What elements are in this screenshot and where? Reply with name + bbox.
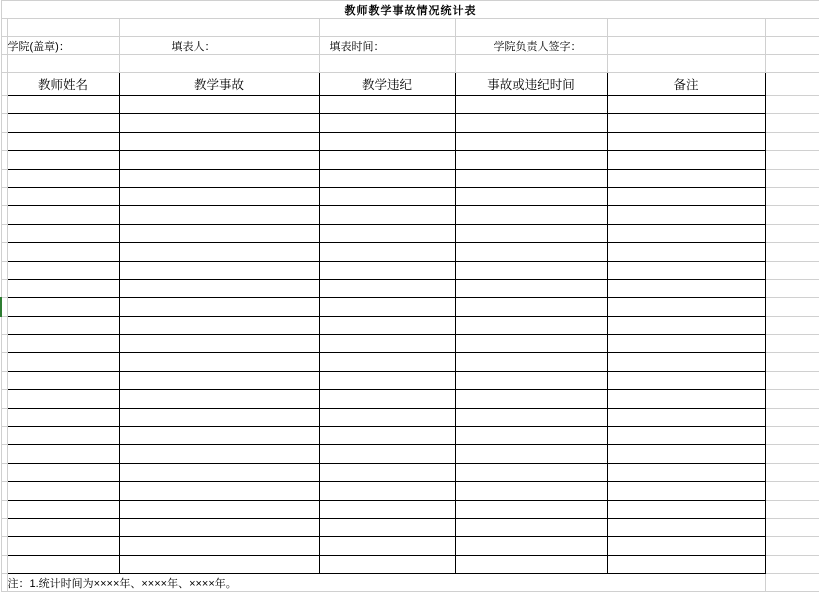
table-cell[interactable] [7,427,119,445]
footnote-row [1,574,819,592]
row-tail [765,151,819,169]
table-cell[interactable] [119,151,319,169]
table-cell[interactable] [119,224,319,242]
table-cell[interactable] [455,279,607,297]
table-row[interactable] [1,482,819,500]
table-cell[interactable] [455,224,607,242]
table-cell[interactable] [607,206,765,224]
empty-cell [765,574,819,592]
table-cell[interactable] [455,482,607,500]
table-cell[interactable] [319,482,455,500]
spacer-row [1,55,819,73]
table-row[interactable] [1,555,819,573]
table-row[interactable] [1,224,819,242]
meta-college-seal: 学院(盖章)： [7,37,119,55]
table-cell[interactable] [119,243,319,261]
table-cell[interactable] [455,353,607,371]
table-cell[interactable] [607,537,765,555]
table-row[interactable] [1,537,819,555]
row-tail [765,316,819,334]
row-tail [765,408,819,426]
table-cell[interactable] [607,169,765,187]
table-cell[interactable] [455,518,607,536]
empty-cell [765,37,819,55]
table-row[interactable] [1,445,819,463]
table-row[interactable] [1,427,819,445]
table-row[interactable] [1,96,819,114]
meta-row [1,37,819,55]
table-cell[interactable] [607,151,765,169]
table-row[interactable] [1,279,819,297]
table-cell[interactable] [455,371,607,389]
row-tail [765,445,819,463]
table-cell[interactable] [607,114,765,132]
row-tail [765,555,819,573]
table-cell[interactable] [319,169,455,187]
table-cell[interactable] [7,96,119,114]
table-cell[interactable] [455,500,607,518]
table-cell[interactable] [319,500,455,518]
table-cell[interactable] [319,206,455,224]
table-cell[interactable] [319,224,455,242]
table-cell[interactable] [319,261,455,279]
table-cell[interactable] [319,518,455,536]
row-tail [765,261,819,279]
empty-cell [119,19,319,37]
table-cell[interactable] [319,96,455,114]
table-header-row [1,73,819,96]
empty-cell [455,19,607,37]
table-cell[interactable] [319,316,455,334]
table-cell[interactable] [607,298,765,316]
table-cell[interactable] [7,482,119,500]
column-header: 教师姓名 [7,73,119,96]
table-cell[interactable] [455,206,607,224]
table-cell[interactable] [119,96,319,114]
row-tail [765,537,819,555]
spacer-row [1,19,819,37]
table-cell[interactable] [319,151,455,169]
table-cell[interactable] [119,390,319,408]
table-cell[interactable] [119,298,319,316]
table-cell[interactable] [607,390,765,408]
table-cell[interactable] [319,187,455,205]
table-cell[interactable] [119,427,319,445]
table-cell[interactable] [119,114,319,132]
table-cell[interactable] [607,445,765,463]
table-cell[interactable] [607,482,765,500]
table-cell[interactable] [319,537,455,555]
table-cell[interactable] [119,482,319,500]
row-tail [765,390,819,408]
table-cell[interactable] [119,261,319,279]
table-cell[interactable] [607,132,765,150]
empty-cell [607,37,765,55]
table-cell[interactable] [7,353,119,371]
table-cell[interactable] [7,279,119,297]
table-cell[interactable] [455,335,607,353]
table-row[interactable] [1,298,819,316]
row-tail [765,518,819,536]
table-cell[interactable] [7,537,119,555]
empty-cell [607,19,765,37]
table-cell[interactable] [607,261,765,279]
table-cell[interactable] [319,353,455,371]
table-cell[interactable] [7,555,119,573]
row-tail [765,463,819,481]
row-tail [765,427,819,445]
table-row[interactable] [1,335,819,353]
empty-cell [607,55,765,73]
table-cell[interactable] [7,169,119,187]
table-cell[interactable] [455,427,607,445]
table-cell[interactable] [455,463,607,481]
table-cell[interactable] [455,114,607,132]
table-row[interactable] [1,500,819,518]
row-tail [765,279,819,297]
row-tail [765,187,819,205]
table-cell[interactable] [7,371,119,389]
row-tail [765,500,819,518]
table-cell[interactable] [7,132,119,150]
row-tail [765,206,819,224]
table-row[interactable] [1,463,819,481]
table-cell[interactable] [607,371,765,389]
table-cell[interactable] [319,335,455,353]
table-row[interactable] [1,390,819,408]
table-cell[interactable] [455,537,607,555]
table-cell[interactable] [319,555,455,573]
empty-cell [119,55,319,73]
table-cell[interactable] [607,500,765,518]
table-cell[interactable] [119,537,319,555]
table-cell[interactable] [7,187,119,205]
table-cell[interactable] [455,555,607,573]
column-header: 教学事故 [119,73,319,96]
row-tail [765,298,819,316]
table-cell[interactable] [119,187,319,205]
table-cell[interactable] [455,169,607,187]
table-cell[interactable] [119,500,319,518]
empty-cell [319,19,455,37]
table-row[interactable] [1,261,819,279]
row-tail [765,224,819,242]
empty-cell [319,55,455,73]
table-cell[interactable] [119,555,319,573]
table-cell[interactable] [119,445,319,463]
table-cell[interactable] [455,390,607,408]
table-cell[interactable] [319,114,455,132]
table-cell[interactable] [7,243,119,261]
table-cell[interactable] [7,298,119,316]
table-cell[interactable] [607,279,765,297]
table-cell[interactable] [455,96,607,114]
table-cell[interactable] [7,408,119,426]
empty-cell [765,19,819,37]
table-row[interactable] [1,316,819,334]
table-row[interactable] [1,206,819,224]
table-cell[interactable] [319,408,455,426]
table-cell[interactable] [607,224,765,242]
table-row[interactable] [1,243,819,261]
empty-cell [765,55,819,73]
footnote-text: 注：1.统计时间为××××年、××××年、××××年。 [7,574,765,592]
table-cell[interactable] [319,445,455,463]
table-row[interactable] [1,114,819,132]
table-cell[interactable] [455,316,607,334]
table-cell[interactable] [119,371,319,389]
row-tail [765,169,819,187]
table-cell[interactable] [607,335,765,353]
row-tail [765,335,819,353]
table-row[interactable] [1,169,819,187]
table-cell[interactable] [7,206,119,224]
row-tail [765,114,819,132]
table-row[interactable] [1,371,819,389]
table-cell[interactable] [607,463,765,481]
table-cell[interactable] [7,445,119,463]
empty-cell [7,19,119,37]
table-cell[interactable] [607,427,765,445]
table-cell[interactable] [119,408,319,426]
table-cell[interactable] [319,243,455,261]
document-title: 教师教学事故情况统计表 [1,1,819,19]
table-cell[interactable] [607,243,765,261]
row-tail [765,371,819,389]
table-cell[interactable] [7,500,119,518]
table-cell[interactable] [119,335,319,353]
table-cell[interactable] [319,298,455,316]
table-cell[interactable] [455,445,607,463]
table-cell[interactable] [119,169,319,187]
table-cell[interactable] [119,463,319,481]
row-tail [765,353,819,371]
table-cell[interactable] [455,151,607,169]
table-cell[interactable] [319,279,455,297]
table-cell[interactable] [319,463,455,481]
table-cell[interactable] [119,206,319,224]
table-cell[interactable] [7,261,119,279]
table-cell[interactable] [455,408,607,426]
table-cell[interactable] [455,132,607,150]
row-tail [765,482,819,500]
table-cell[interactable] [455,261,607,279]
title-row [1,1,819,19]
table-cell[interactable] [7,114,119,132]
row-tail [765,96,819,114]
column-header: 教学违纪 [319,73,455,96]
table-cell[interactable] [7,335,119,353]
table-cell[interactable] [607,518,765,536]
table-cell[interactable] [319,390,455,408]
table-cell[interactable] [119,279,319,297]
table-cell[interactable] [455,298,607,316]
row-tail [765,243,819,261]
table-cell[interactable] [607,408,765,426]
table-cell[interactable] [455,243,607,261]
table-cell[interactable] [319,427,455,445]
table-cell[interactable] [119,353,319,371]
empty-cell [7,55,119,73]
table-cell[interactable] [7,518,119,536]
empty-cell [455,55,607,73]
table-cell[interactable] [319,132,455,150]
table-cell[interactable] [7,224,119,242]
table-cell[interactable] [607,353,765,371]
meta-leader-signature: 学院负责人签字： [455,37,607,55]
row-tail [765,132,819,150]
table-cell[interactable] [7,151,119,169]
column-header: 事故或违纪时间 [455,73,607,96]
table-row[interactable] [1,132,819,150]
table-cell[interactable] [119,518,319,536]
row-tail [765,73,819,96]
table-cell[interactable] [319,371,455,389]
table-cell[interactable] [119,316,319,334]
table-cell[interactable] [7,390,119,408]
table-row[interactable] [1,408,819,426]
table-row[interactable] [1,353,819,371]
table-cell[interactable] [7,316,119,334]
table-row[interactable] [1,187,819,205]
meta-filled-by: 填表人： [119,37,319,55]
table-cell[interactable] [607,187,765,205]
table-cell[interactable] [607,555,765,573]
table-cell[interactable] [607,96,765,114]
table-cell[interactable] [455,187,607,205]
table-cell[interactable] [607,316,765,334]
column-header: 备注 [607,73,765,96]
table-row[interactable] [1,151,819,169]
table-cell[interactable] [119,132,319,150]
table-row[interactable] [1,518,819,536]
meta-fill-date: 填表时间： [319,37,455,55]
table-cell[interactable] [7,463,119,481]
